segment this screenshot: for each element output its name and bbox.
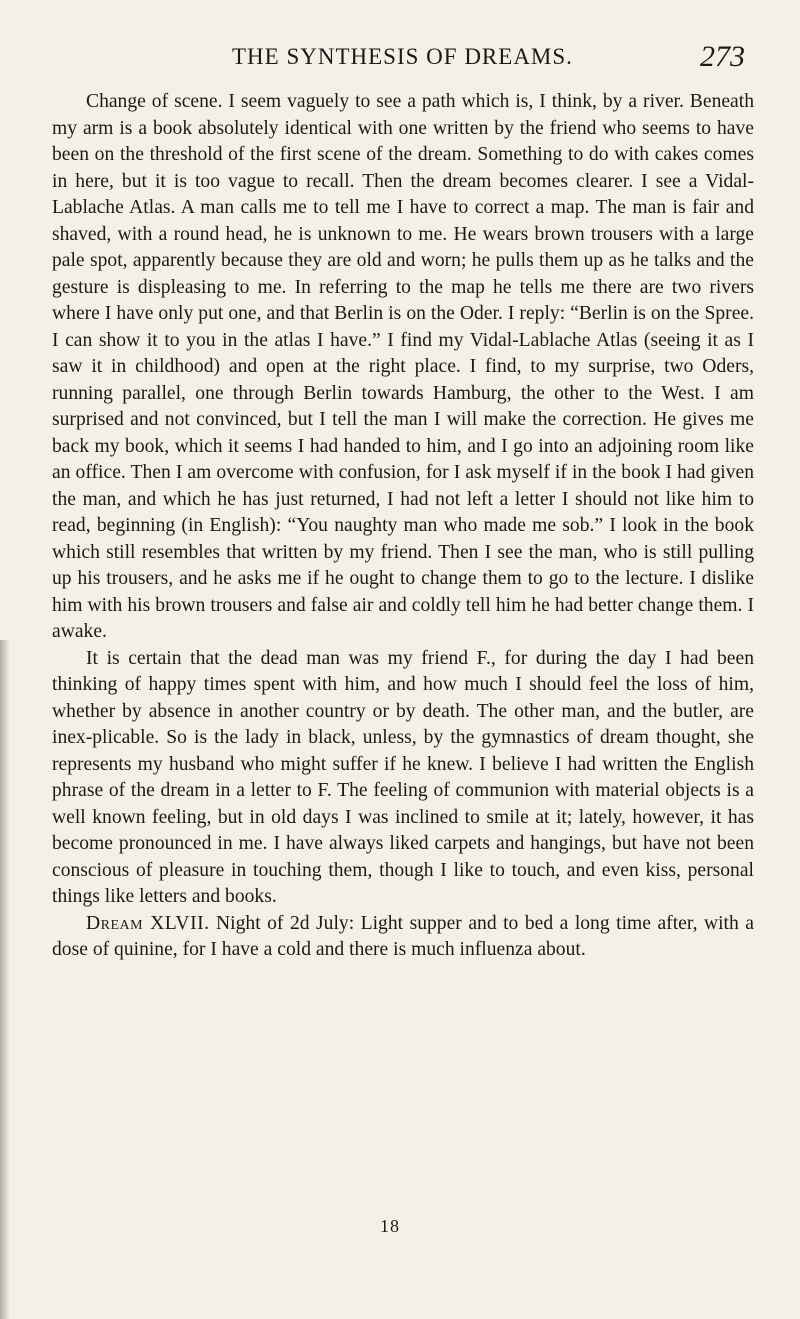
paragraph-dream-xlvii — [52, 911, 754, 964]
paragraph-dream-narrative: Change of scene. I seem vaguely to see a path which is, I think, by a river. Beneath my arm is a book absolutely identical with one written by the friend who seems to have been on the threshold of the first scene of the dream. Something to do with cakes comes in here, but it is too vague to recall. Then the dream becomes clearer. I see a Vidal-Lablache Atlas. A man calls me to tell me I have to correct a map. The man is fair and shaved, with a round head, he is unknown to me. He wears brown trousers with a large pale spot, apparently because they are old and worn; he pulls them up as he talks and the gesture is displeasing to me. In referring to the map he tells me there are two rivers where I have only put one, and that Berlin is on the Oder. I reply: “Berlin is on the Spree. I can show it to you in the atlas I have.” I find my Vidal-Lablache Atlas (seeing it as I saw it in childhood) and open at the right place. I find, to my surprise, two Oders, running parallel, one through Berlin towards Hamburg, the other to the West. I am surprised and not convinced, but I tell the man I will make the correction. He gives me back my book, which it seems I had handed to him, and I go into an adjoining room like an office. Then I am overcome with confusion, for I ask myself if in the book I had given the man, and which he has just returned, I had not left a letter I should not like him to read, beginning (in English): “You naughty man who made me sob.” I look in the book which still resembles that written by my friend. Then I see the man, who is still pulling up his trousers, and he asks me if he ought to change them to go to the lecture. I dislike him with his brown trousers and false air and coldly tell him he had better change them. I awake. — [52, 91, 754, 642]
body-text — [52, 89, 754, 964]
page-number: 273 — [700, 40, 745, 73]
paragraph-interpretation: It is certain that the dead man was my friend F., for during the day I had been thinking of happy times spent with him, and how much I should feel the loss of him, whether by absence in another country or by death. The other man, and the butler, are inex-plicable. So is the lady in black, unless, by the gymnastics of dream thought, she represents my husband who might suffer if he knew. I believe I had written the English phrase of the dream in a letter to F. The feeling of communion with material objects is a well known feeling, but in old days I was inclined to smile at it; lately, however, it has become pronounced in me. I have always liked carpets and hangings, but have not been conscious of pleasure in touching them, though I like to touch, and even kiss, personal things like letters and books. — [52, 647, 754, 907]
running-title: THE SYNTHESIS OF DREAMS. — [232, 44, 573, 69]
binding-gutter-shadow — [0, 640, 10, 1319]
dream-xlvii-text: Night of 2d July: Light supper and to bed a long time after, with a dose of quinine, for I have a cold and there is much influenza about. — [52, 912, 754, 960]
running-head — [0, 40, 800, 78]
dream-label: Dream XLVII. — [86, 912, 210, 934]
signature-mark: 18 — [380, 1216, 400, 1236]
